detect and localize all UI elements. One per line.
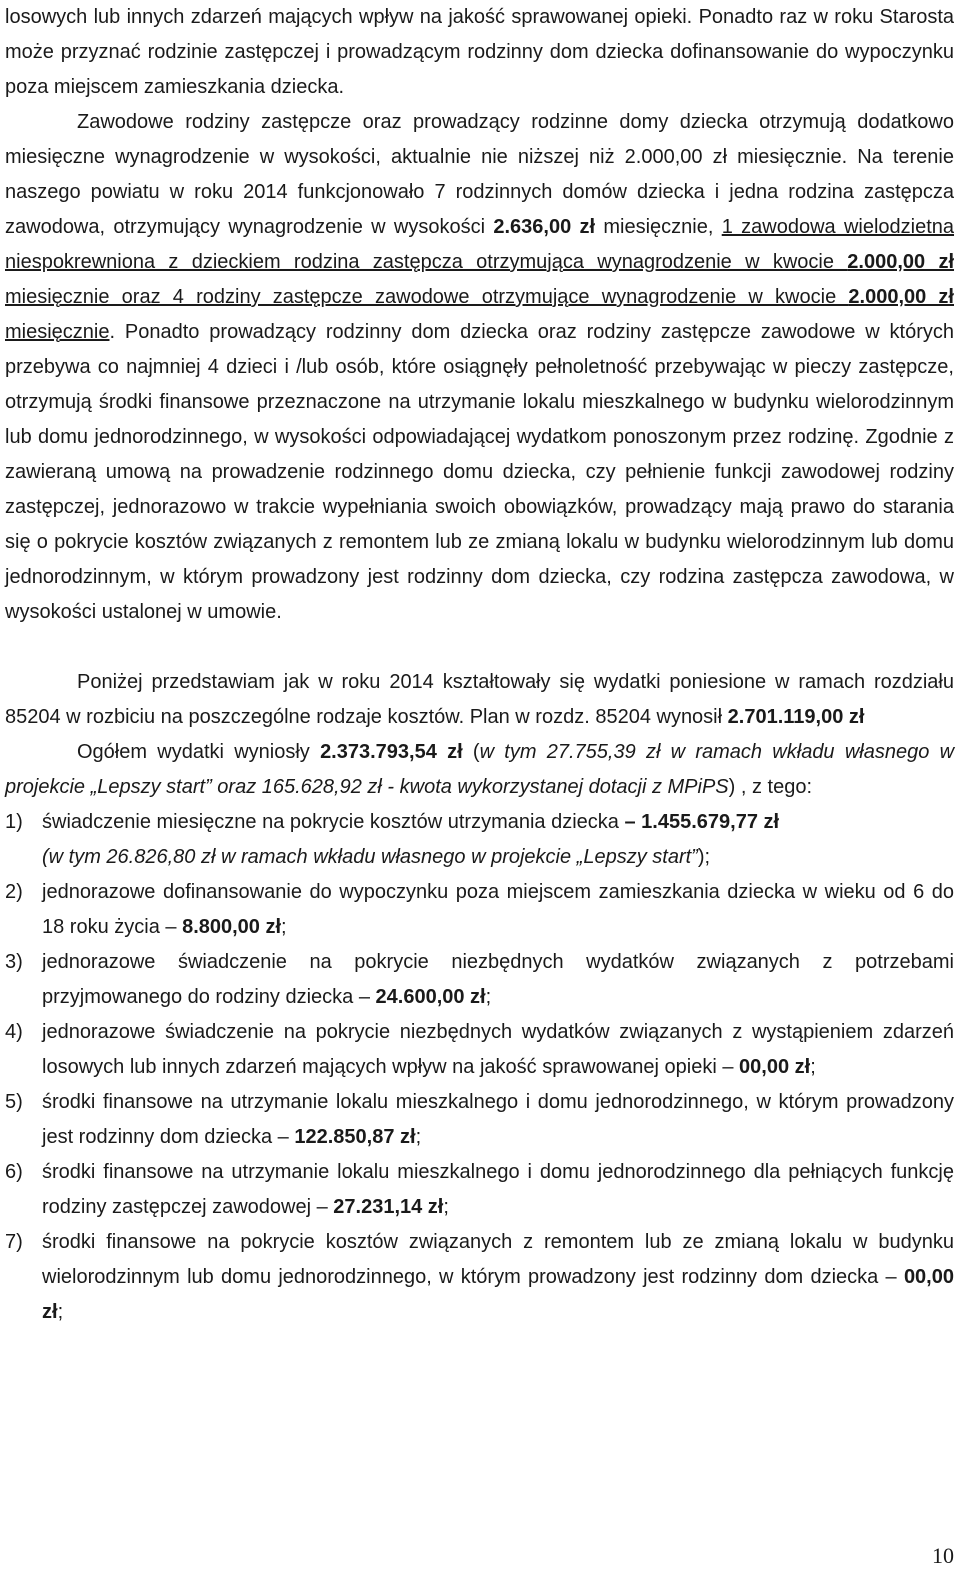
item-text: ; — [281, 916, 287, 938]
document-page — [5, 0, 954, 1330]
paragraph-text: miesięcznie, — [595, 216, 722, 238]
paragraph-text: losowych lub innych zdarzeń mających wpływ na jakość sprawowanej opieki. Ponadto raz w roku Starosta może przyznać rodzinie zastępczej i prowadzącym rodzinny dom dziecka dofinansowanie do wypoczynku poza miejscem zamieszkania dziecka. — [5, 6, 954, 98]
item-text: jednorazowe dofinansowanie do wypoczynku poza miejscem zamieszkania dziecka w wieku od 6 do 18 roku życia – — [42, 881, 954, 938]
paragraph-intro — [5, 0, 954, 105]
item-text: ; — [415, 1126, 422, 1148]
item-text: jednorazowe świadczenie na pokrycie niezbędnych wydatków związanych z potrzebami przyjmowanego do rodziny dziecka – — [42, 951, 954, 1008]
paragraph-text: Poniżej przedstawiam jak w roku 2014 kształtowały się wydatki poniesione w ramach rozdziału 85204 w rozbiciu na poszczególne rodzaje kosztów. Plan w rozdz. 85204 wynosił — [5, 671, 954, 728]
amount-bold: 2.000,00 zł — [847, 251, 955, 273]
paragraph-total — [5, 735, 954, 805]
item-text: ; — [810, 1056, 816, 1078]
item-amount: 00,00 zł — [739, 1056, 811, 1078]
italic-note: w tym 27.755,39 zł w ramach wkładu własnego w projekcie „Lepszy start” oraz 165.628,92 zł - kwota wykorzystanej dotacji z MPiPS — [5, 741, 955, 798]
paragraph-text: 1 zawodowa wielodzietna niespokrewniona z dzieckiem rodzina zastępcza otrzymująca wynagrodzenie w kwocie — [5, 216, 955, 273]
item-text: ; — [443, 1196, 449, 1218]
item-amount: 24.600,00 zł — [375, 986, 486, 1008]
paragraph-salaries — [5, 105, 954, 630]
paragraph-text: miesięcznie — [5, 321, 110, 343]
paragraph-text: ( — [462, 741, 480, 763]
paragraph-text: ) , z tego: — [728, 776, 813, 798]
item-text: środki finansowe na utrzymanie lokalu mieszkalnego i domu jednorodzinnego dla pełniących funkcję rodziny zastępczej zawodowej – — [42, 1161, 954, 1218]
spacer — [5, 630, 954, 665]
item-amount: 00,00 zł — [42, 1266, 954, 1323]
plan-amount: 2.701.119,00 zł — [727, 706, 865, 728]
item-text: ; — [57, 1301, 64, 1323]
list-item — [5, 1225, 954, 1330]
list-item — [5, 805, 954, 875]
list-item — [5, 1155, 954, 1225]
item-amount: 27.231,14 zł — [333, 1196, 444, 1218]
list-item — [5, 875, 954, 945]
list-item — [5, 1085, 954, 1155]
list-number: 5) — [5, 1091, 23, 1113]
item-italic-note: (w tym 26.826,80 zł w ramach wkładu własnego w projekcie „Lepszy start” — [42, 846, 698, 868]
amount-bold: 2.000,00 zł — [848, 286, 954, 308]
list-number: 1) — [5, 811, 23, 833]
list-number: 6) — [5, 1161, 23, 1183]
item-amount: – 1.455.679,77 zł — [624, 811, 780, 833]
paragraph-text: Zawodowe rodziny zastępcze oraz prowadzący rodzinne domy dziecka otrzymują dodatkowo miesięczne wynagrodzenie w wysokości, aktualnie nie niższej niż 2.000,00 zł miesięcznie. Na terenie naszego powiatu w roku 2014 funkcjonowało 7 rodzinnych domów dziecka i jedna rodzina zastępcza zawodowa, otrzymujący wynagrodzenie w wysokości — [5, 111, 954, 238]
item-text: ; — [485, 986, 492, 1008]
total-amount: 2.373.793,54 zł — [320, 741, 463, 763]
item-text: środki finansowe na utrzymanie lokalu mieszkalnego i domu jednorodzinnego, w którym prowadzony jest rodzinny dom dziecka – — [42, 1091, 954, 1148]
list-item — [5, 1015, 954, 1085]
paragraph-expenses-intro — [5, 665, 954, 735]
paragraph-text: Ogółem wydatki wyniosły — [77, 741, 321, 763]
page-number: 10 — [932, 1543, 954, 1568]
list-number: 3) — [5, 951, 23, 973]
item-amount: 122.850,87 zł — [294, 1126, 416, 1148]
paragraph-text: . Ponadto prowadzący rodzinny dom dziecka oraz rodziny zastępcze zawodowe w których przebywa co najmniej 4 dzieci i /lub osób, które osiągnęły pełnoletność przebywając w pieczy zastępcze, otrzymują środki finansowe przeznaczone na utrzymanie lokalu mieszkalnego w budynku wielorodzinnym lub domu jednorodzinnego, w wysokości odpowiadającej wydatkom ponoszonym przez rodzinę. Zgodnie z zawieraną umową na prowadzenie rodzinnego domu dziecka, czy pełnienie funkcji zawodowej rodziny zastępczej, jednorazowo w trakcie wypełniania swoich obowiązków, prowadzący mają prawo do starania się o pokrycie kosztów związanych z remontem lub ze zmianą lokalu w budynku wielorodzinnym lub domu jednorodzinnym, w którym prowadzony jest rodzinny dom dziecka, czy rodzina zastępcza zawodowa, w wysokości ustalonej w umowie. — [5, 321, 954, 623]
cost-list — [5, 805, 954, 1330]
list-number: 2) — [5, 881, 23, 903]
item-text: ); — [697, 846, 711, 868]
amount-bold: 2.636,00 zł — [493, 216, 596, 238]
paragraph-text: miesięcznie oraz 4 rodziny zastępcze zawodowe otrzymujące wynagrodzenie w kwocie — [5, 286, 849, 308]
list-item — [5, 945, 954, 1015]
item-text: środki finansowe na pokrycie kosztów związanych z remontem lub ze zmianą lokalu w budynku wielorodzinnym lub domu jednorodzinnego, w którym prowadzony jest rodzinny dom dziecka – — [42, 1231, 954, 1288]
list-number: 4) — [5, 1021, 23, 1043]
item-text: świadczenie miesięczne na pokrycie kosztów utrzymania dziecka — [42, 811, 625, 833]
list-number: 7) — [5, 1231, 23, 1253]
item-text: jednorazowe świadczenie na pokrycie niezbędnych wydatków związanych z wystąpieniem zdarzeń losowych lub innych zdarzeń mających wpływ na jakość sprawowanej opieki – — [42, 1021, 954, 1078]
item-amount: 8.800,00 zł — [182, 916, 282, 938]
